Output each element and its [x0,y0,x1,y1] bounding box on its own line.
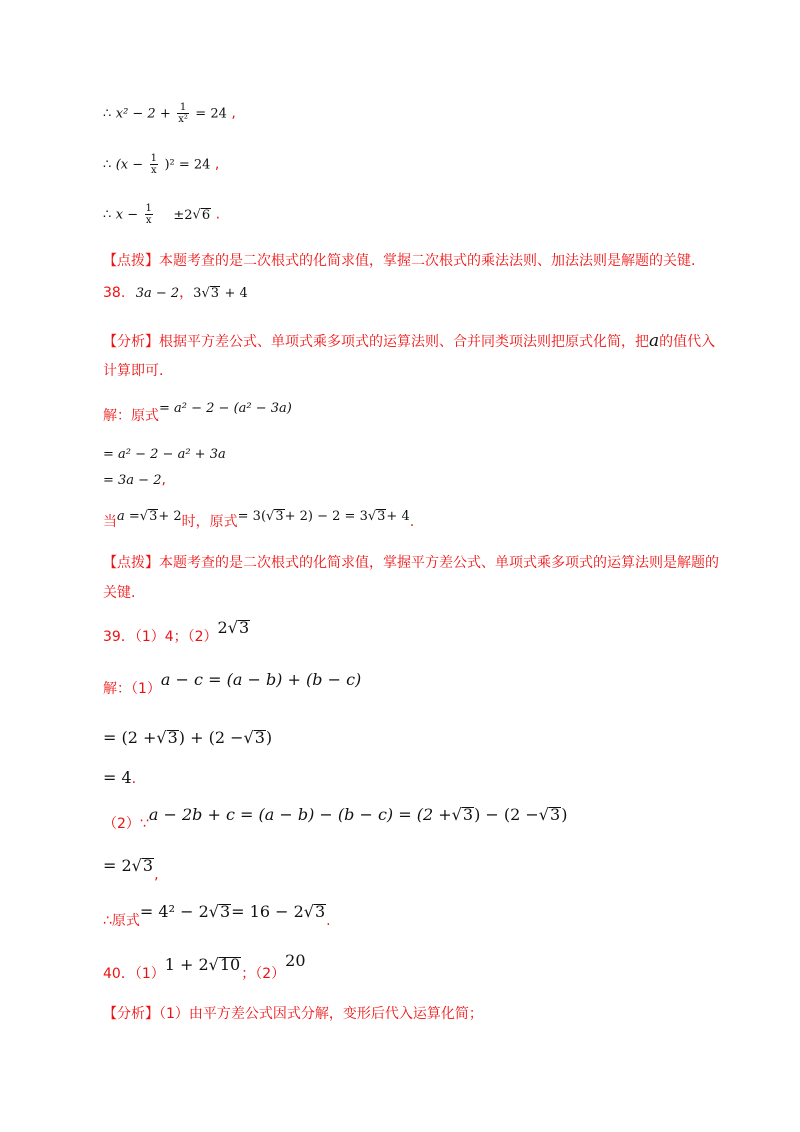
solution-label: 解：原式 [103,408,159,424]
tip-paragraph: 【点拨】本题考查的是二次根式的化简求值，掌握二次根式的乘法法则、加法法则是解题的关键. [103,253,696,269]
math-expression: a = [117,509,140,524]
question-39-answer: 39．（1）4；（2）2√3 [103,618,250,645]
sqrt-radicand: 3 [210,286,220,301]
answer-value: 20 [285,951,306,970]
math-expression: = 3( [237,509,267,524]
solution-39-final: ∴原式= 4² − 2√3= 16 − 2√3. [103,902,331,929]
punctuation: , [231,105,236,122]
sqrt-radicand: 6 [201,207,211,223]
sqrt-radicand: 3 [238,618,250,637]
variable: a [649,331,660,351]
punctuation: . [215,206,221,223]
math-expression: = 24 [195,106,227,122]
answer-expression: + 4 [224,286,248,301]
solution-39-line-3: = 4. [103,768,137,787]
step-line-2 [103,153,219,176]
punctuation: , [214,156,220,173]
solution-38-line-1 [103,398,292,424]
step-line-1 [103,102,236,125]
solution-38-line-3 [103,470,166,491]
therefore-symbol: ∴ [103,207,112,223]
math-expression: = 3a − 2 [103,473,162,488]
question-number: 38. [103,285,126,301]
punctuation: , [161,472,166,488]
fraction: $\frac{1}{x}$ [150,153,157,176]
therefore-symbol: ∴ [103,157,112,173]
answer-expression: 3a − 2 [135,286,180,301]
math-expression: x − [115,207,139,223]
math-expression: a − 2b + c = (a − b) − (b − c) = (2 + [148,805,452,824]
substitution-line: 当a =√3+ 2时，原式= 3(√3+ 2) − 2 = 3√3+ 4. [103,509,415,530]
math-expression: = a² − 2 − a² + 3a [103,447,226,462]
analysis-paragraph: 【分析】（1）由平方差公式因式分解，变形后代入运算化简； [103,1006,483,1022]
math-expression: a − c = (a − b) + (b − c) [160,670,362,689]
solution-39-line-1: 解：（1）a − c = (a − b) + (b − c) [103,670,362,697]
solution-39-part-2-result: = 2√3, [103,856,159,883]
solution-38-line-2 [103,444,226,465]
separator: ， [179,285,194,301]
math-expression: (x − [115,157,144,173]
math-expression: x² − 2 + [115,106,171,122]
question-40-answer: 40．（1）1 + 2√10；（2）20 [103,951,306,982]
analysis-line-1: 【分析】根据平方差公式、单项式乘多项式的运算法则、合并同类项法则把原式化简，把a的值代入 [103,331,716,351]
tip-paragraph-line-1: 【点拨】本题考查的是二次根式的化简求值，掌握平方差公式、单项式乘多项式的运算法则是解题的 [103,555,719,571]
step-line-3: ∴ x − $\frac{1}{x}$ ±2√6 . [103,203,221,226]
math-expression: ±2 [173,207,193,223]
question-38-answer: 38. 3a − 2，3√3 + 4 [103,285,248,301]
tip-paragraph-line-2: 关键. [103,585,136,601]
fraction: $\frac{1}{\text{x²}}$ [178,102,188,125]
math-expression: )² = 24 [164,157,211,173]
solution-39-line-2: = (2 +√3) + (2 −√3) [103,728,273,747]
solution-39-part-2: （2）∵a − 2b + c = (a − b) − (b − c) = (2 +√3) − (2 −√3) [103,805,568,832]
therefore-symbol: ∴ [103,106,112,122]
fraction: $\frac{1}{x}$ [145,203,152,226]
analysis-line-2: 计算即可. [103,363,164,379]
math-expression: = a² − 2 − (a² − 3a) [159,401,292,416]
